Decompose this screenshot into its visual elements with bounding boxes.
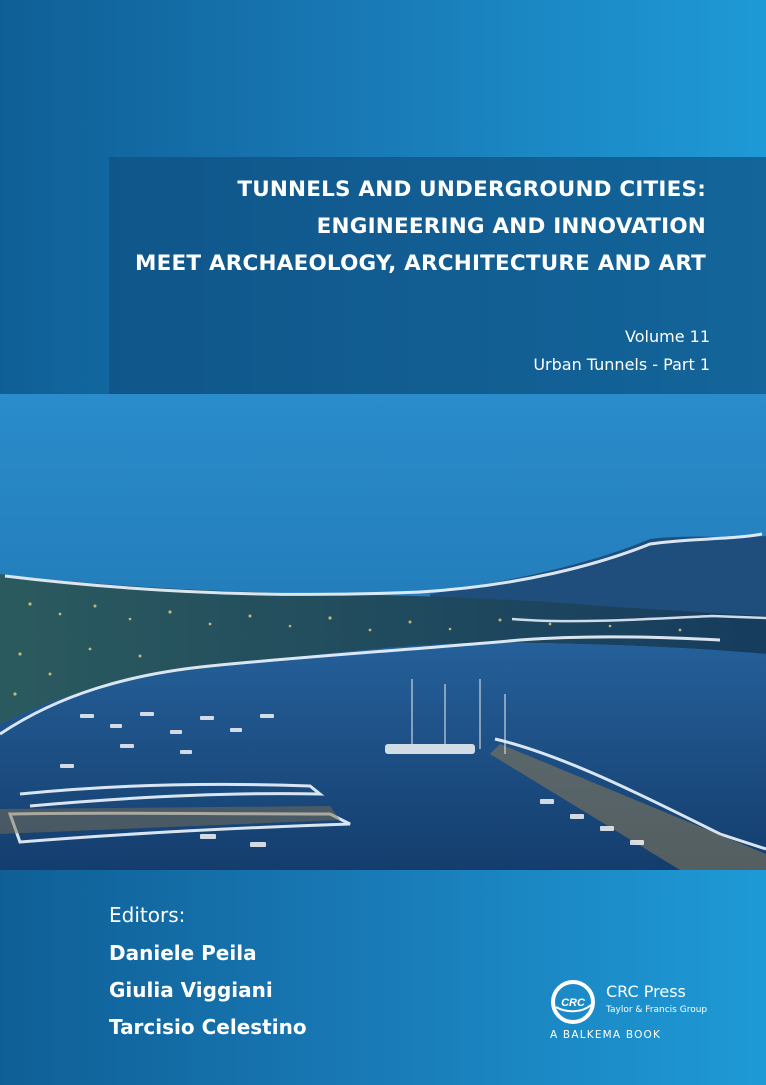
editors-label: Editors: [109,903,186,927]
harbor-illustration [0,394,766,870]
volume-subtitle: Urban Tunnels - Part 1 [533,355,710,374]
svg-text:CRC: CRC [561,997,585,1009]
editor-name: Giulia Viggiani [109,978,273,1002]
title-line-3: MEET ARCHAEOLOGY, ARCHITECTURE AND ART [135,251,706,276]
cover-photo-bay-of-naples [0,394,766,870]
title-line-2: ENGINEERING AND INNOVATION [316,214,706,239]
publisher-name: CRC Press [606,982,686,1001]
title-panel [109,157,766,394]
editor-name: Daniele Peila [109,941,257,965]
volume-number: Volume 11 [625,327,710,346]
publisher-block [548,975,748,1045]
publisher-imprint: A BALKEMA BOOK [550,1029,662,1041]
crc-press-logo [550,979,596,1025]
editor-name: Tarcisio Celestino [109,1015,307,1039]
title-line-1: TUNNELS AND UNDERGROUND CITIES: [237,177,706,202]
publisher-group: Taylor & Francis Group [606,1005,708,1015]
